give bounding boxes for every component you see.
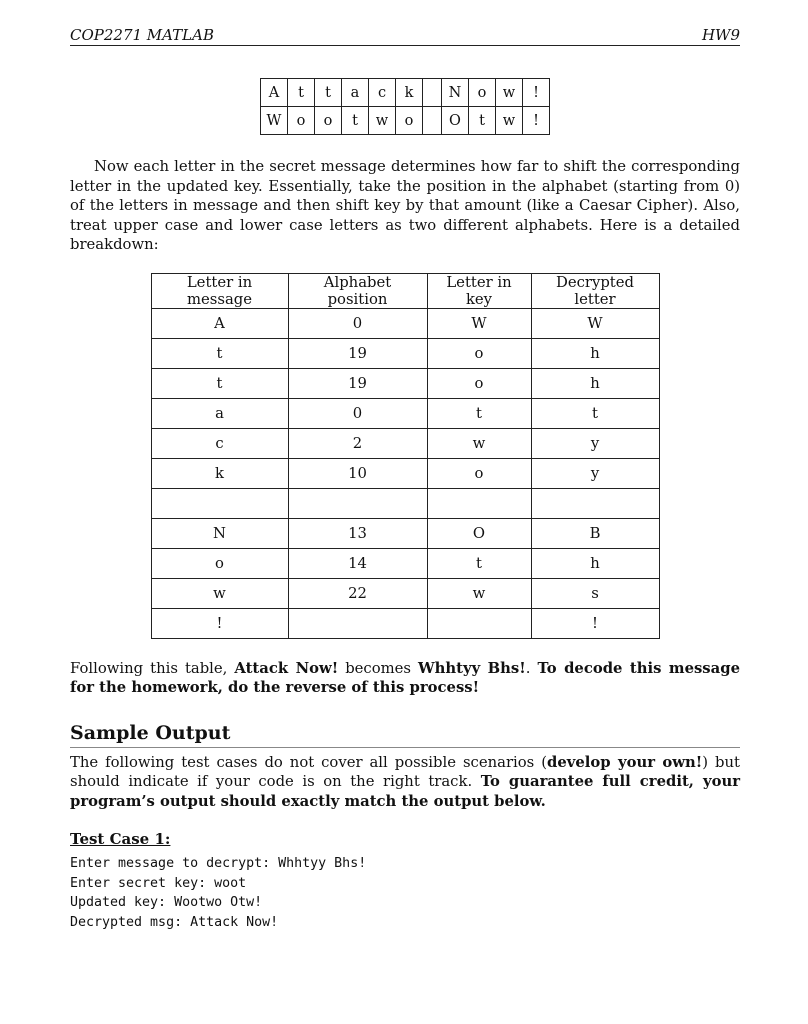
- table-cell: h: [531, 548, 659, 578]
- intro-text: Now each letter in the secret message determines how far to shift the corresponding letter in the updated key. Essentially, take the position in the alphabet (starting from 0) of the letters in message and then shift key by that amount (like a Caesar Cipher). Also, treat upper case and lower case letters as two different alphabets. Here is a detailed breakdown:: [70, 158, 740, 253]
- table-cell: 19: [288, 368, 427, 398]
- table-cell: w: [369, 107, 396, 135]
- table-cell: t: [288, 79, 315, 107]
- table-cell: t: [151, 338, 288, 368]
- table-cell: t: [151, 368, 288, 398]
- table-cell: k: [396, 79, 423, 107]
- section-heading: Sample Output: [70, 722, 740, 748]
- column-header: Decrypted letter: [531, 273, 659, 308]
- table-cell: k: [151, 458, 288, 488]
- table-row: [151, 398, 659, 428]
- table-cell: o: [469, 79, 496, 107]
- code-line: Enter message to decrypt: Whhtyy Bhs!: [70, 856, 367, 871]
- summary-bold: To decode this message for the homework, do the reverse of this process!: [70, 659, 740, 696]
- table-cell: o: [396, 107, 423, 135]
- table-cell: o: [288, 107, 315, 135]
- homework-label: HW9: [701, 26, 740, 44]
- table-header-row: [151, 273, 659, 308]
- table-cell: 14: [288, 548, 427, 578]
- summary-bold: Attack Now!: [234, 659, 339, 677]
- summary-text: Following this table,: [70, 659, 235, 677]
- column-header: Letter in message: [151, 273, 288, 308]
- table-row: [151, 488, 659, 518]
- table-cell: 2: [288, 428, 427, 458]
- table-row: [151, 428, 659, 458]
- table-cell: W: [427, 308, 531, 338]
- table-cell: N: [151, 518, 288, 548]
- sample-bold: To guarantee full credit, your program’s output should exactly match the output below.: [70, 773, 740, 810]
- table-cell: c: [369, 79, 396, 107]
- code-line: Updated key: Wootwo Otw!: [70, 895, 263, 910]
- table-cell: t: [531, 398, 659, 428]
- summary-text: becomes: [338, 659, 419, 677]
- sample-text: ) but should indicate if your code is on the right track.: [70, 753, 740, 790]
- table-cell: w: [427, 428, 531, 458]
- table-cell: W: [261, 107, 288, 135]
- table-cell: y: [531, 458, 659, 488]
- table-cell: t: [342, 107, 369, 135]
- table-cell: w: [496, 107, 523, 135]
- table-cell: N: [442, 79, 469, 107]
- table-cell: h: [531, 338, 659, 368]
- table-cell: a: [151, 398, 288, 428]
- table-row: [151, 308, 659, 338]
- table-cell: [151, 488, 288, 518]
- table-cell: A: [261, 79, 288, 107]
- table-cell: [288, 488, 427, 518]
- table-cell: 13: [288, 518, 427, 548]
- table-cell: t: [427, 398, 531, 428]
- table-cell: w: [151, 578, 288, 608]
- table-cell: o: [315, 107, 342, 135]
- table-cell: 0: [288, 308, 427, 338]
- table-row: [151, 518, 659, 548]
- table-cell: B: [531, 518, 659, 548]
- intro-paragraph: [70, 157, 740, 255]
- table-cell: [427, 608, 531, 638]
- table-cell: [288, 608, 427, 638]
- table-cell: O: [427, 518, 531, 548]
- table-cell: c: [151, 428, 288, 458]
- sample-bold: develop your own!: [546, 753, 703, 771]
- sample-output-paragraph: [70, 753, 740, 812]
- page-header: [70, 26, 740, 46]
- code-output-block: [70, 854, 740, 932]
- table-cell: 22: [288, 578, 427, 608]
- table-cell: [423, 107, 442, 135]
- table-cell: !: [531, 608, 659, 638]
- document-page: [70, 26, 740, 932]
- table-cell: s: [531, 578, 659, 608]
- table-cell: O: [442, 107, 469, 135]
- table-cell: t: [427, 548, 531, 578]
- table-cell: o: [427, 368, 531, 398]
- table-cell: a: [342, 79, 369, 107]
- code-line: Enter secret key: woot: [70, 875, 247, 891]
- summary-bold: Whhtyy Bhs!: [418, 659, 526, 677]
- summary-text: .: [525, 659, 538, 677]
- table-cell: o: [427, 458, 531, 488]
- breakdown-table: [151, 273, 660, 639]
- table-cell: [423, 79, 442, 107]
- summary-paragraph: [70, 659, 740, 698]
- table-cell: !: [523, 79, 550, 107]
- table-cell: !: [151, 608, 288, 638]
- table-cell: [427, 488, 531, 518]
- table-row: [151, 338, 659, 368]
- table-row: [151, 608, 659, 638]
- key-row: [261, 107, 550, 135]
- key-alignment-table: [260, 78, 550, 135]
- table-row: [151, 458, 659, 488]
- breakdown-table-body: [151, 308, 659, 638]
- sample-text: The following test cases do not cover all possible scenarios (: [70, 753, 547, 771]
- column-header: Letter in key: [427, 273, 531, 308]
- table-cell: 0: [288, 398, 427, 428]
- course-title: COP2271 MATLAB: [70, 26, 215, 44]
- table-row: [151, 548, 659, 578]
- table-cell: h: [531, 368, 659, 398]
- table-cell: o: [427, 338, 531, 368]
- table-cell: t: [315, 79, 342, 107]
- table-cell: 19: [288, 338, 427, 368]
- table-cell: [531, 488, 659, 518]
- table-cell: W: [531, 308, 659, 338]
- message-row: [261, 79, 550, 107]
- table-cell: o: [151, 548, 288, 578]
- table-cell: y: [531, 428, 659, 458]
- table-cell: w: [496, 79, 523, 107]
- table-cell: w: [427, 578, 531, 608]
- table-cell: t: [469, 107, 496, 135]
- code-line: Decrypted msg: Attack Now!: [70, 914, 279, 930]
- table-cell: !: [523, 107, 550, 135]
- table-row: [151, 578, 659, 608]
- test-case-label: Test Case 1:: [70, 830, 171, 848]
- table-row: [151, 368, 659, 398]
- column-header: Alphabet position: [288, 273, 427, 308]
- table-cell: 10: [288, 458, 427, 488]
- table-cell: A: [151, 308, 288, 338]
